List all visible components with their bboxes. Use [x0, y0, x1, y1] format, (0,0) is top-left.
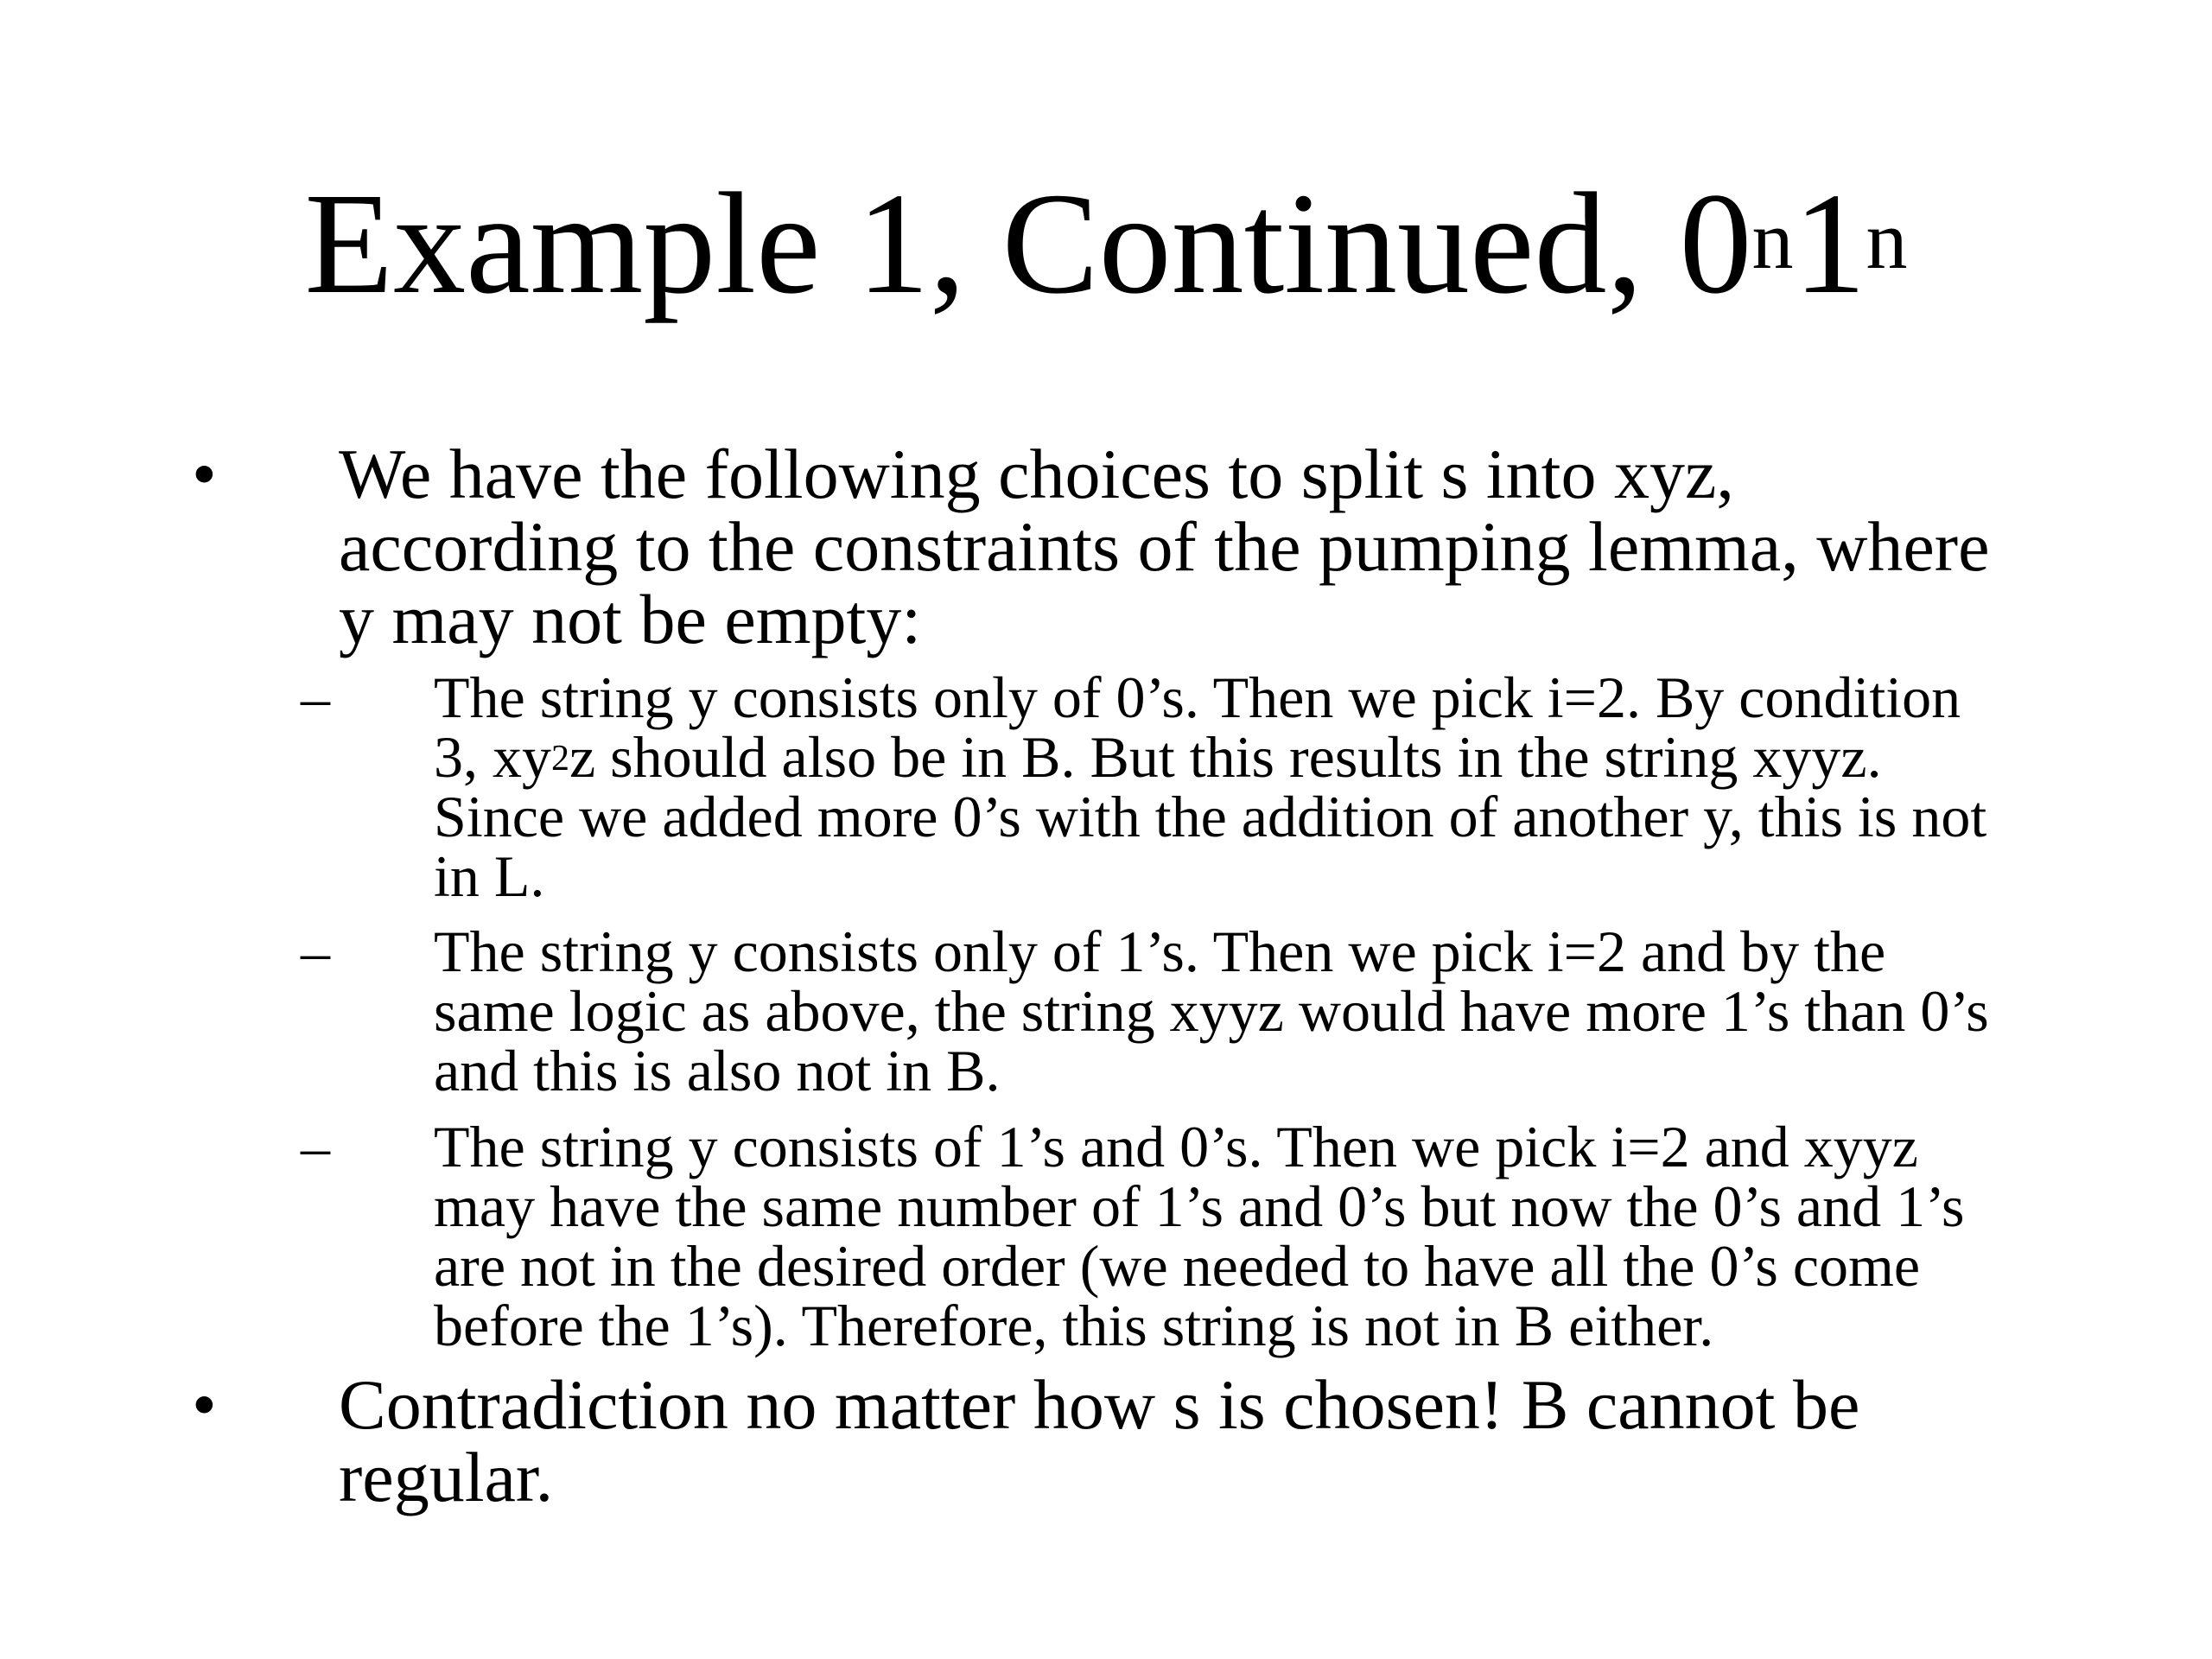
- subbullet-line: The string y consists only of 0’s. Then we pick i=2. By condition: [434, 664, 1961, 730]
- subbullet-line: same logic as above, the string xyyz would have more 1’s than 0’s: [434, 978, 1989, 1044]
- title-superscript-n-1: n: [1751, 194, 1794, 286]
- subbullet-line: [434, 724, 2127, 790]
- subbullet-marker: –: [301, 918, 330, 984]
- subbullet-line: before the 1’s). Therefore, this string is not in B either.: [434, 1293, 1714, 1358]
- bullet-line: y may not be empty:: [339, 580, 922, 658]
- bullet-marker: •: [192, 1365, 217, 1444]
- subbullet-line: The string y consists of 1’s and 0’s. Then we pick i=2 and xyyz: [434, 1114, 1918, 1179]
- slide-title: [0, 157, 2212, 330]
- subbullet-marker: –: [301, 664, 330, 730]
- subbullet-line: are not in the desired order (we needed to have all the 0’s come: [434, 1233, 1921, 1299]
- subbullet-line-part: 3, xy: [434, 724, 551, 790]
- title-text: Example 1, Continued, 0: [304, 163, 1752, 324]
- bullet-line: We have the following choices to split s into xyz,: [339, 435, 1734, 513]
- bullet-text: [339, 435, 2119, 658]
- bullet-line: according to the constraints of the pumping lemma, where: [339, 507, 1990, 586]
- subbullet-line: The string y consists only of 1’s. Then we pick i=2 and by the: [434, 918, 1886, 984]
- bullet-line: Contradiction no matter how s is chosen! B cannot be: [339, 1365, 1860, 1444]
- subbullet-line: and this is also not in B.: [434, 1038, 1001, 1103]
- superscript-two: 2: [551, 739, 569, 779]
- subbullet-marker: –: [301, 1114, 330, 1179]
- bullet-line: regular.: [339, 1438, 554, 1516]
- bullet-marker: •: [192, 435, 217, 513]
- subbullet-text: [434, 664, 2127, 909]
- subbullet-line-part: z should also be in B. But this results in the string xyyz.: [569, 724, 1882, 790]
- title-superscript-n-2: n: [1866, 194, 1908, 286]
- subbullet-text: [434, 1114, 2127, 1358]
- subbullet-line: in L.: [434, 843, 545, 909]
- title-one: 1: [1793, 163, 1866, 324]
- subbullet-line: Since we added more 0’s with the addition of another y, this is not: [434, 784, 1987, 849]
- subbullet-text: [434, 918, 2127, 1103]
- bullet-text: [339, 1365, 2119, 1516]
- subbullet-line: may have the same number of 1’s and 0’s but now the 0’s and 1’s: [434, 1173, 1965, 1239]
